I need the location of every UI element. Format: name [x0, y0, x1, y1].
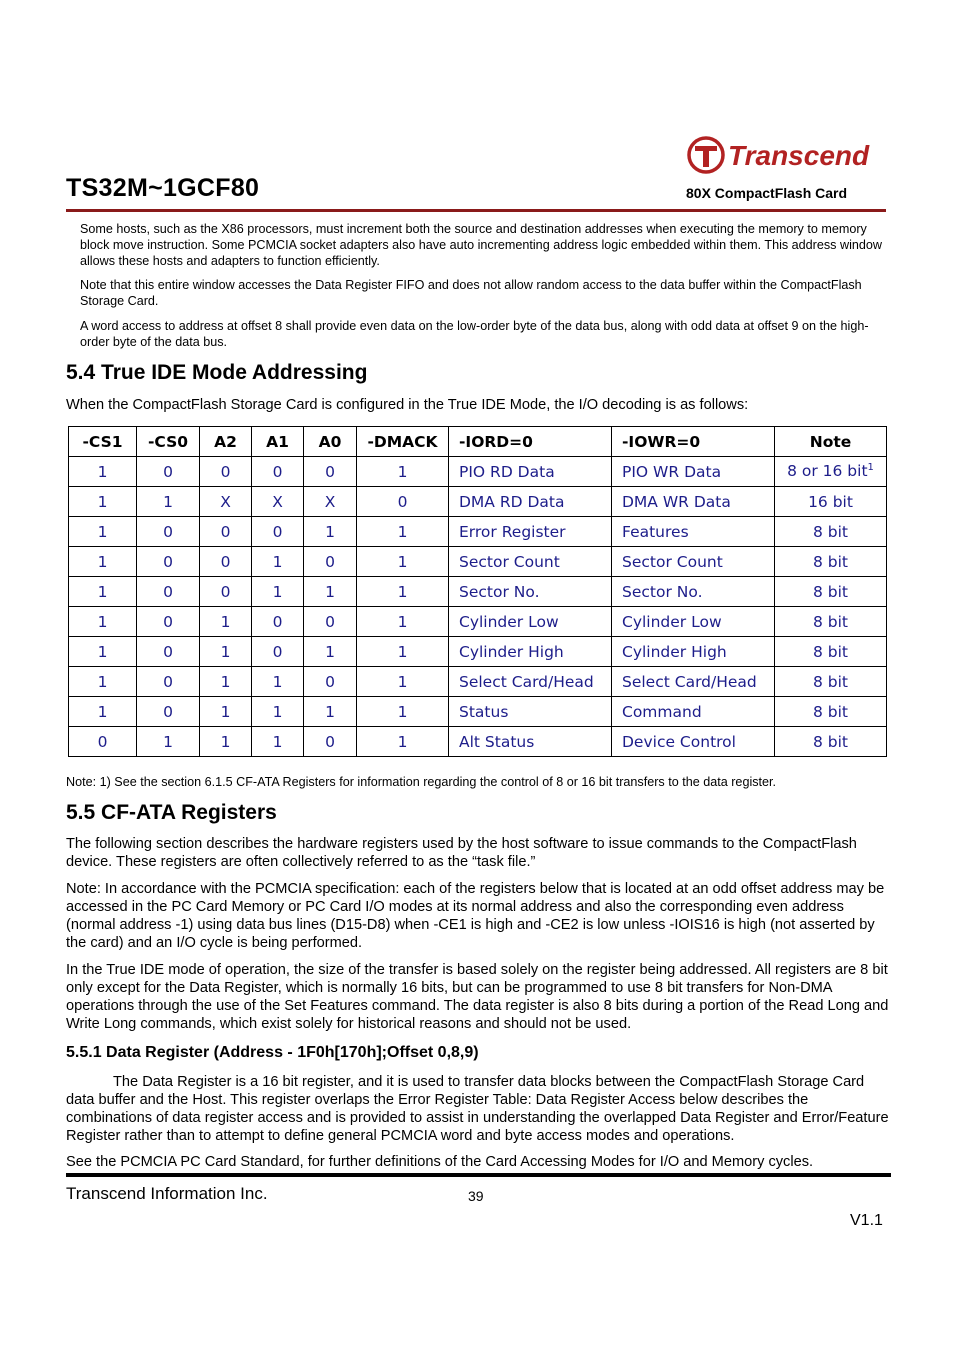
table-cell	[357, 637, 449, 667]
table-cell	[775, 547, 887, 577]
table-cell	[137, 517, 200, 547]
section-5-5-1-heading: 5.5.1 Data Register (Address - 1F0h[170h];Offset 0,8,9)	[66, 1044, 479, 1061]
table-cell	[137, 727, 200, 757]
table-cell	[612, 487, 775, 517]
table-header-cell: Note	[775, 427, 887, 457]
table-cell-text: 1	[272, 552, 283, 571]
table-cell-text: Cylinder High	[459, 642, 564, 661]
table-cell	[304, 637, 357, 667]
table-cell	[612, 667, 775, 697]
footnote-marker: 1	[867, 462, 874, 474]
table-cell-text: 1	[397, 552, 408, 571]
table-cell-text: Sector No.	[459, 582, 540, 601]
table-cell	[252, 517, 304, 547]
table-cell	[137, 637, 200, 667]
section-5-5-paragraph-3: In the True IDE mode of operation, the size of the transfer is based solely on the register being addressed. All registers are 8 bit only except for the Data Register, which is normally 16 bits, but can be programmed to use 8 bit transfers for Non-DMA operations through the use of the Set Features command. The data register is also 8 bits during a portion of the Read Long and Write Long commands, which exist solely for historical reasons and should not be used.	[66, 962, 889, 1032]
table-cell	[252, 607, 304, 637]
table-cell	[304, 607, 357, 637]
table-cell	[449, 547, 612, 577]
table-cell-text: 0	[272, 612, 283, 631]
table-row	[69, 697, 887, 727]
table-cell	[252, 547, 304, 577]
table-cell	[612, 457, 775, 487]
intro-paragraph-3: A word access to address at offset 8 shall provide even data on the low-order byte of the data bus, along with odd data at offset 9 on the high-order byte of the data bus.	[80, 319, 869, 349]
table-cell-text: 1	[325, 702, 335, 721]
table-cell-text: Command	[622, 702, 702, 721]
table-cell-text: 1	[163, 492, 173, 511]
table-cell	[69, 697, 137, 727]
table-cell	[775, 607, 887, 637]
table-cell-text: 1	[325, 642, 335, 661]
table-cell-text: 0	[220, 552, 231, 571]
table-cell-text: 1	[272, 672, 283, 691]
table-cell	[200, 547, 252, 577]
table-header-cell: -IOWR=0	[612, 427, 775, 457]
table-cell-text: 16 bit	[808, 492, 853, 511]
table-cell-text: Cylinder High	[622, 642, 727, 661]
table-cell	[449, 517, 612, 547]
section-5-5-1-paragraph-1: The Data Register is a 16 bit register, and it is used to transfer data blocks between the CompactFlash Storage Card data buffer and the Host. This register overlaps the Error Register Table: Data Register Access below describes the combinations of data register access and is provided to assist in understanding the overlapped Data Register and Error/Feature Register rather than to attempt to define general PCMCIA word and byte access modes and operations.	[66, 1074, 889, 1144]
table-cell	[137, 577, 200, 607]
table-cell-text: 1	[97, 552, 108, 571]
table-cell-text: 1	[220, 612, 231, 631]
footer-company: Transcend Information Inc.	[66, 1184, 268, 1203]
table-cell	[449, 607, 612, 637]
table-cell	[200, 487, 252, 517]
table-cell-text: 8 bit	[812, 672, 848, 691]
table-cell-text: Device Control	[622, 732, 736, 751]
table-cell-text: 1	[97, 462, 108, 481]
table-cell-text: 1	[325, 582, 335, 601]
table-cell-text: 1	[97, 522, 108, 541]
table-cell	[357, 577, 449, 607]
table-cell	[200, 577, 252, 607]
table-cell-text: 1	[325, 522, 335, 541]
table-cell-text: DMA RD Data	[459, 492, 565, 511]
table-cell-text: 0	[220, 462, 231, 481]
table-row	[69, 487, 887, 517]
table-cell-text: 8 bit	[812, 612, 848, 631]
table-cell	[449, 667, 612, 697]
table-cell	[449, 457, 612, 487]
table-cell	[449, 637, 612, 667]
table-cell	[137, 547, 200, 577]
table-cell	[612, 607, 775, 637]
table-cell	[252, 457, 304, 487]
table-row	[69, 517, 887, 547]
table-cell	[612, 577, 775, 607]
table-cell-text: 0	[163, 582, 173, 601]
table-cell-text: 0	[325, 672, 335, 691]
table-cell-text: Cylinder Low	[459, 612, 559, 631]
table-cell	[449, 727, 612, 757]
table-cell-text: 1	[397, 672, 408, 691]
table-row	[69, 577, 887, 607]
section-5-4-heading: 5.4 True IDE Mode Addressing	[66, 361, 368, 384]
table-cell	[69, 487, 137, 517]
table-row	[69, 637, 887, 667]
table-cell	[69, 457, 137, 487]
table-cell-text: 1	[97, 612, 108, 631]
table-cell-text: 1	[97, 582, 108, 601]
table-cell-text: DMA WR Data	[622, 492, 731, 511]
table-header-cell: -IORD=0	[449, 427, 612, 457]
table-cell-text: Cylinder Low	[622, 612, 722, 631]
table-row	[69, 547, 887, 577]
table-cell-text: 1	[272, 582, 283, 601]
table-cell	[200, 637, 252, 667]
table-cell	[449, 697, 612, 727]
table-row	[69, 727, 887, 757]
section-5-4-intro: When the CompactFlash Storage Card is configured in the True IDE Mode, the I/O decoding is as follows:	[66, 397, 749, 413]
table-cell-text: X	[324, 492, 336, 511]
table-cell-text: PIO WR Data	[622, 462, 722, 481]
table-cell	[304, 697, 357, 727]
table-cell-text: 1	[97, 702, 108, 721]
table-cell	[775, 457, 887, 487]
table-cell-text: X	[220, 492, 231, 511]
table-cell-text: 1	[397, 462, 408, 481]
table-cell-text: 1	[397, 522, 408, 541]
true-ide-addressing-table	[68, 426, 887, 757]
table-cell	[137, 457, 200, 487]
section-5-5-paragraph-1: The following section describes the hardware registers used by the host software to issue commands to the CompactFlash device. These registers are often collectively referred to as the “task file.”	[66, 836, 857, 870]
table-cell	[69, 517, 137, 547]
table-cell	[357, 697, 449, 727]
table-cell	[357, 547, 449, 577]
table-cell-text: 0	[163, 672, 173, 691]
header-subtitle: 80X CompactFlash Card	[686, 185, 848, 201]
table-cell	[252, 697, 304, 727]
transcend-logo-icon	[686, 134, 886, 176]
table-cell-text: 1	[220, 702, 231, 721]
table-cell	[304, 577, 357, 607]
table-row	[69, 607, 887, 637]
table-header-cell: A1	[252, 427, 304, 457]
table-cell-text: Select Card/Head	[459, 672, 594, 691]
section-5-5-1-paragraph-2: See the PCMCIA PC Card Standard, for further definitions of the Card Accessing Modes for I/O and Memory cycles.	[66, 1154, 814, 1170]
table-cell-text: 1	[97, 492, 108, 511]
table-cell-text: 0	[163, 552, 173, 571]
table-cell	[357, 667, 449, 697]
table-cell	[200, 727, 252, 757]
table-cell	[775, 727, 887, 757]
intro-paragraph-2: Note that this entire window accesses the Data Register FIFO and does not allow random access to the data buffer within the CompactFlash Storage Card.	[80, 278, 862, 308]
table-cell-text: 1	[97, 642, 108, 661]
table-cell	[137, 667, 200, 697]
table-cell-text: 1	[220, 642, 231, 661]
table-cell-text: Sector Count	[622, 552, 723, 571]
table-cell	[304, 517, 357, 547]
table-cell	[200, 697, 252, 727]
table-cell	[137, 697, 200, 727]
table-cell-text: 0	[272, 522, 283, 541]
table-cell-text: 1	[220, 672, 231, 691]
table-cell	[775, 517, 887, 547]
table-cell	[252, 577, 304, 607]
table-cell	[69, 667, 137, 697]
table-cell-text: 0	[163, 612, 173, 631]
table-cell-text: 1	[397, 582, 408, 601]
table-cell-text: 8 bit	[812, 522, 848, 541]
table-cell-text: 0	[325, 552, 335, 571]
table-cell	[357, 727, 449, 757]
table-cell	[449, 577, 612, 607]
table-cell-text: 1	[397, 612, 408, 631]
table-cell	[612, 697, 775, 727]
page-number: 39	[468, 1188, 484, 1204]
table-cell	[200, 607, 252, 637]
transcend-logo	[686, 134, 886, 176]
table-cell	[775, 637, 887, 667]
table-cell-text: Status	[459, 702, 509, 721]
table-cell	[252, 667, 304, 697]
table-cell	[137, 607, 200, 637]
document-version: V1.1	[850, 1212, 883, 1229]
table-cell-text: 0	[163, 462, 173, 481]
table-cell	[357, 607, 449, 637]
table-cell-text: 1	[220, 732, 231, 751]
section-5-5-paragraph-2: Note: In accordance with the PCMCIA specification: each of the registers below that is located at an odd offset address may be accessed in the PC Card Memory or PC Card I/O modes at its normal address and also the corresponding even address (normal address -1) using data bus lines (D15-D8) when -CE1 is high and -CE2 is low unless -IOIS16 is high (not asserted by the card) and an I/O cycle is being performed.	[66, 881, 885, 951]
table-cell	[775, 667, 887, 697]
table-cell	[252, 727, 304, 757]
table-cell	[69, 727, 137, 757]
table-header-cell: -CS0	[137, 427, 200, 457]
table-cell-text: 8 bit	[812, 732, 848, 751]
table-cell-text: 0	[220, 522, 231, 541]
table-cell	[612, 637, 775, 667]
header-rule	[66, 209, 886, 212]
table-header-cell: A2	[200, 427, 252, 457]
table-cell	[69, 577, 137, 607]
table-cell-text: 0	[325, 462, 335, 481]
product-title: TS32M~1GCF80	[66, 174, 260, 202]
table-cell	[69, 547, 137, 577]
table-cell	[69, 637, 137, 667]
table-cell	[69, 607, 137, 637]
table-row	[69, 457, 887, 487]
table-cell-text: Sector Count	[459, 552, 560, 571]
table-cell	[137, 487, 200, 517]
table-cell-text: 1	[163, 732, 173, 751]
table-cell	[304, 667, 357, 697]
table-cell	[252, 637, 304, 667]
logo-wordmark: Transcend	[728, 140, 870, 171]
table-cell	[200, 517, 252, 547]
table-cell	[357, 457, 449, 487]
table-cell-text: Alt Status	[459, 732, 535, 751]
table-cell	[357, 517, 449, 547]
section-5-5-heading: 5.5 CF-ATA Registers	[66, 801, 277, 824]
table-cell	[775, 577, 887, 607]
table-cell	[200, 457, 252, 487]
table-cell-text: 8 bit	[812, 702, 848, 721]
intro-paragraph-1: Some hosts, such as the X86 processors, must increment both the source and destination addresses when executing the memory to memory block move instruction. Some PCMCIA socket adapters also have auto incrementing address logic embedded within them. This address window allows these hosts and adapters to function efficiently.	[80, 222, 882, 268]
table-cell	[357, 487, 449, 517]
table-header-row	[69, 427, 887, 457]
table-cell-text: PIO RD Data	[459, 462, 555, 481]
table-cell-text: 1	[97, 672, 108, 691]
footer-rule	[66, 1173, 891, 1177]
table-cell-text: 0	[97, 732, 108, 751]
table-cell	[449, 487, 612, 517]
table-cell-text: 8 bit	[812, 552, 848, 571]
table-header-cell: A0	[304, 427, 357, 457]
table-cell-text: 1	[397, 642, 408, 661]
table-cell	[612, 727, 775, 757]
table-cell-text: 0	[163, 642, 173, 661]
table-cell-text: 1	[272, 702, 283, 721]
table-cell-text: Error Register	[459, 522, 566, 541]
table-cell-text: X	[272, 492, 283, 511]
table-cell-text: Select Card/Head	[622, 672, 757, 691]
table-cell	[612, 547, 775, 577]
table-cell	[775, 487, 887, 517]
table-cell-text: Features	[622, 522, 689, 541]
table-cell-text: 0	[272, 642, 283, 661]
table-cell	[304, 457, 357, 487]
table-row	[69, 667, 887, 697]
table-cell-text: 8 or 16 bit	[787, 462, 868, 481]
table-cell	[304, 487, 357, 517]
table-footnote: Note: 1) See the section 6.1.5 CF-ATA Registers for information regarding the control of 8 or 16 bit transfers to the data register.	[66, 775, 777, 789]
table-cell	[775, 697, 887, 727]
table-cell-text: 0	[325, 732, 335, 751]
table-cell-text: 8 bit	[812, 642, 848, 661]
table-cell-text: Sector No.	[622, 582, 703, 601]
table-cell-text: 0	[272, 462, 283, 481]
table-cell-text: 0	[163, 522, 173, 541]
table-cell-text: 1	[397, 702, 408, 721]
table-cell-text: 0	[163, 702, 173, 721]
table-cell-text: 0	[325, 612, 335, 631]
table-cell-text: 1	[272, 732, 283, 751]
table-cell	[200, 667, 252, 697]
table-cell-text: 0	[397, 492, 408, 511]
table-cell-text: 8 bit	[812, 582, 848, 601]
table-cell	[612, 517, 775, 547]
table-header-cell: -CS1	[69, 427, 137, 457]
table-cell	[252, 487, 304, 517]
table-cell-text: 1	[397, 732, 408, 751]
table-cell-text: 0	[220, 582, 231, 601]
table-cell	[304, 727, 357, 757]
table-header-cell: -DMACK	[357, 427, 449, 457]
table-cell	[304, 547, 357, 577]
